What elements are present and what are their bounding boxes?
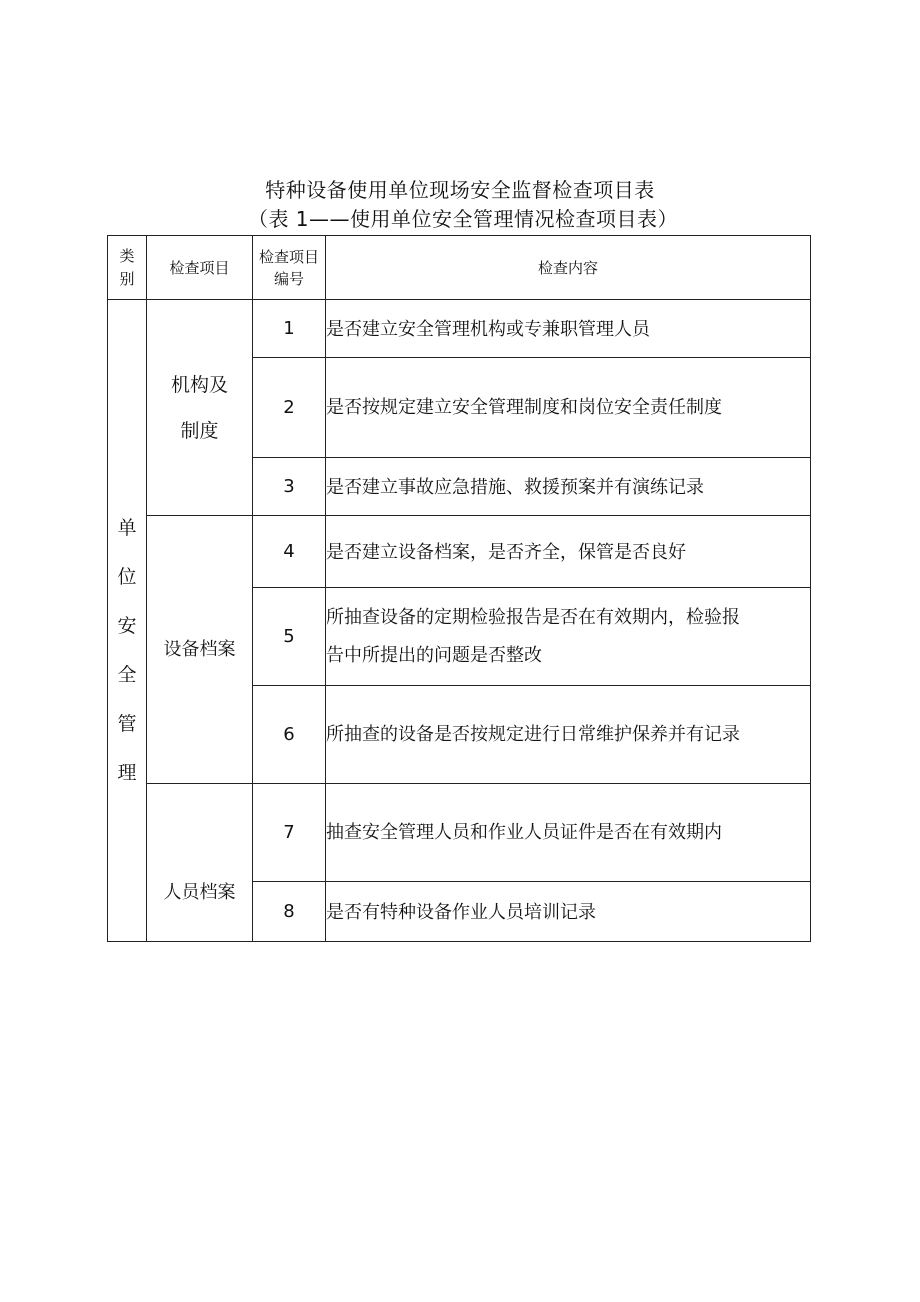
group-cell-institution [147, 300, 253, 516]
inspection-table [107, 235, 811, 942]
table-row [108, 516, 811, 588]
item-number: 2 [253, 358, 326, 458]
item-content: 所抽查的设备是否按规定进行日常维护保养并有记录 [326, 686, 811, 784]
item-number: 8 [253, 882, 326, 942]
table-row [108, 784, 811, 882]
category-char: 理 [117, 761, 137, 784]
item-number: 7 [253, 784, 326, 882]
item-number: 6 [253, 686, 326, 784]
item-number: 1 [253, 300, 326, 358]
group-cell-personnel-records: 人员档案 [147, 784, 253, 942]
header-content: 检查内容 [326, 236, 811, 300]
item-number: 5 [253, 588, 326, 686]
group-cell-equipment-records: 设备档案 [147, 516, 253, 784]
category-cell [108, 300, 147, 942]
category-char: 单 [117, 516, 137, 539]
item-number: 3 [253, 458, 326, 516]
category-char: 管 [117, 712, 137, 735]
item-content: 抽查安全管理人员和作业人员证件是否在有效期内 [326, 784, 811, 882]
category-char: 位 [117, 565, 137, 588]
header-category-label: 类别 [119, 246, 135, 288]
item-content: 是否按规定建立安全管理制度和岗位安全责任制度 [326, 358, 811, 458]
item-content: 是否有特种设备作业人员培训记录 [326, 882, 811, 942]
item-number: 4 [253, 516, 326, 588]
document-subtitle: （表 1——使用单位安全管理情况检查项目表） [247, 207, 679, 231]
title-block [0, 176, 920, 234]
table-row [108, 300, 811, 358]
category-char: 安 [117, 614, 137, 637]
document-title: 特种设备使用单位现场安全监督检查项目表 [265, 178, 655, 202]
header-category [108, 236, 147, 300]
item-content: 是否建立设备档案，是否齐全，保管是否良好 [326, 516, 811, 588]
table-header-row [108, 236, 811, 300]
category-char: 全 [117, 663, 137, 686]
group-label: 机构及制度 [170, 373, 228, 442]
item-content: 是否建立安全管理机构或专兼职管理人员 [326, 300, 811, 358]
item-content: 是否建立事故应急措施、救援预案并有演练记录 [326, 458, 811, 516]
header-item: 检查项目 [147, 236, 253, 300]
header-number [253, 236, 326, 300]
item-content: 所抽查设备的定期检验报告是否在有效期内，检验报告中所提出的问题是否整改 [326, 588, 811, 686]
header-number-label: 检查项目编号 [258, 247, 319, 288]
